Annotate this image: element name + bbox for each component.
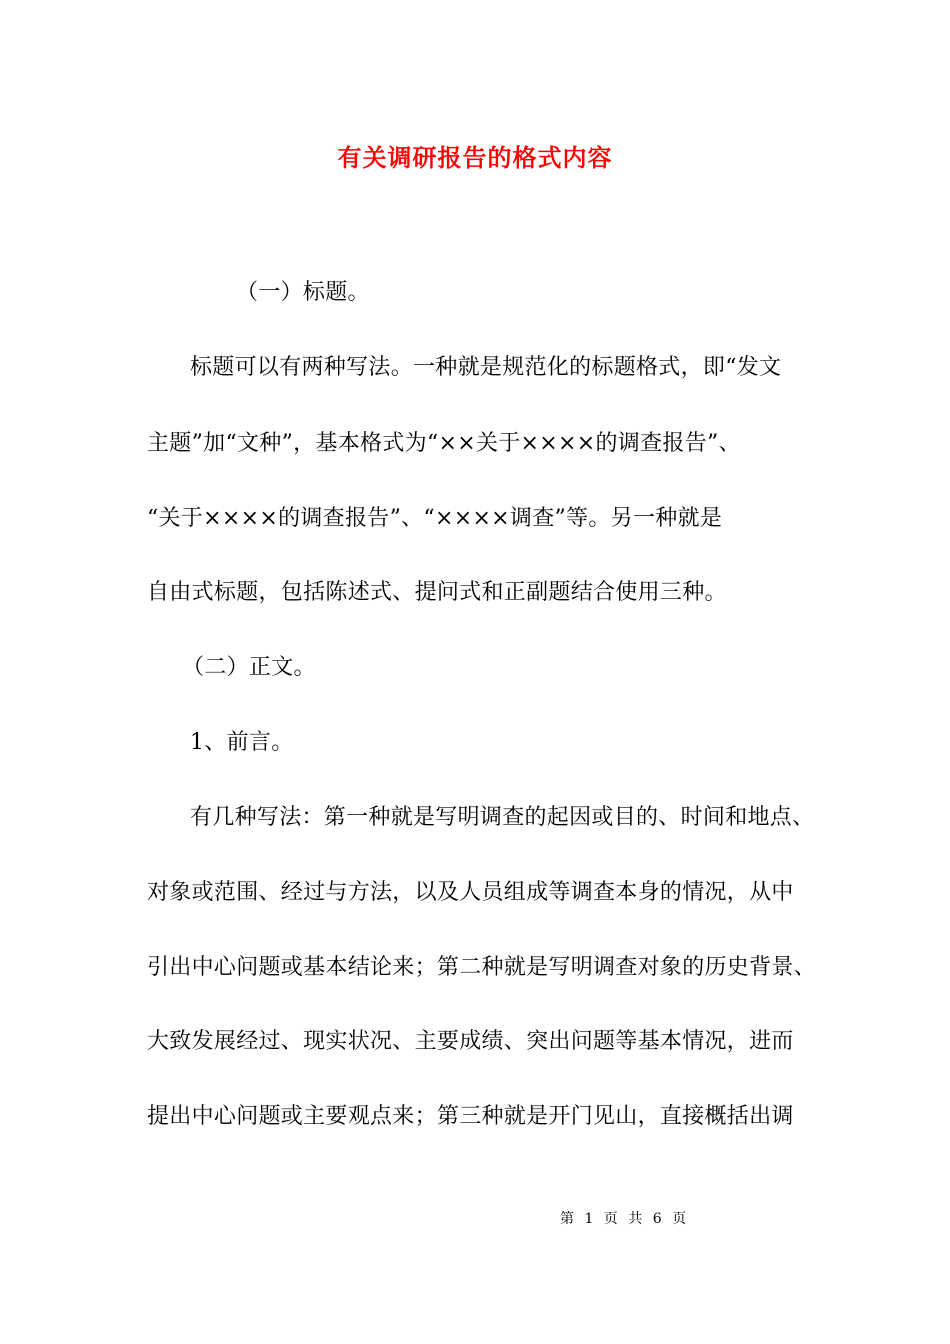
paragraph-line: “关于××××的调查报告”、“××××调查”等。另一种就是: [147, 506, 723, 531]
paragraph-line: 自由式标题，包括陈述式、提问式和正副题结合使用三种。: [147, 580, 727, 605]
heading-title-section: （一）标题。: [236, 280, 370, 305]
paragraph-line: 对象或范围、经过与方法，以及人员组成等调查本身的情况，从中: [147, 880, 794, 905]
paragraph-line: 标题可以有两种写法。一种就是规范化的标题格式，即“发文: [190, 355, 782, 380]
page-number-footer: 第 1 页 共 6 页: [560, 1211, 687, 1227]
paragraph-line: 提出中心问题或主要观点来；第三种就是开门见山，直接概括出调: [147, 1104, 794, 1129]
paragraph-line: 引出中心问题或基本结论来；第二种就是写明调查对象的历史背景、: [147, 955, 817, 980]
paragraph-line: 主题”加“文种”，基本格式为“××关于××××的调查报告”、: [147, 431, 741, 456]
document-title: 有关调研报告的格式内容: [337, 143, 613, 172]
heading-preface: 1、前言。: [190, 730, 294, 755]
paragraph-line: 大致发展经过、现实状况、主要成绩、突出问题等基本情况，进而: [147, 1029, 794, 1054]
paragraph-line: 有几种写法：第一种就是写明调查的起因或目的、时间和地点、: [190, 805, 815, 830]
heading-body-section: （二）正文。: [182, 655, 316, 680]
